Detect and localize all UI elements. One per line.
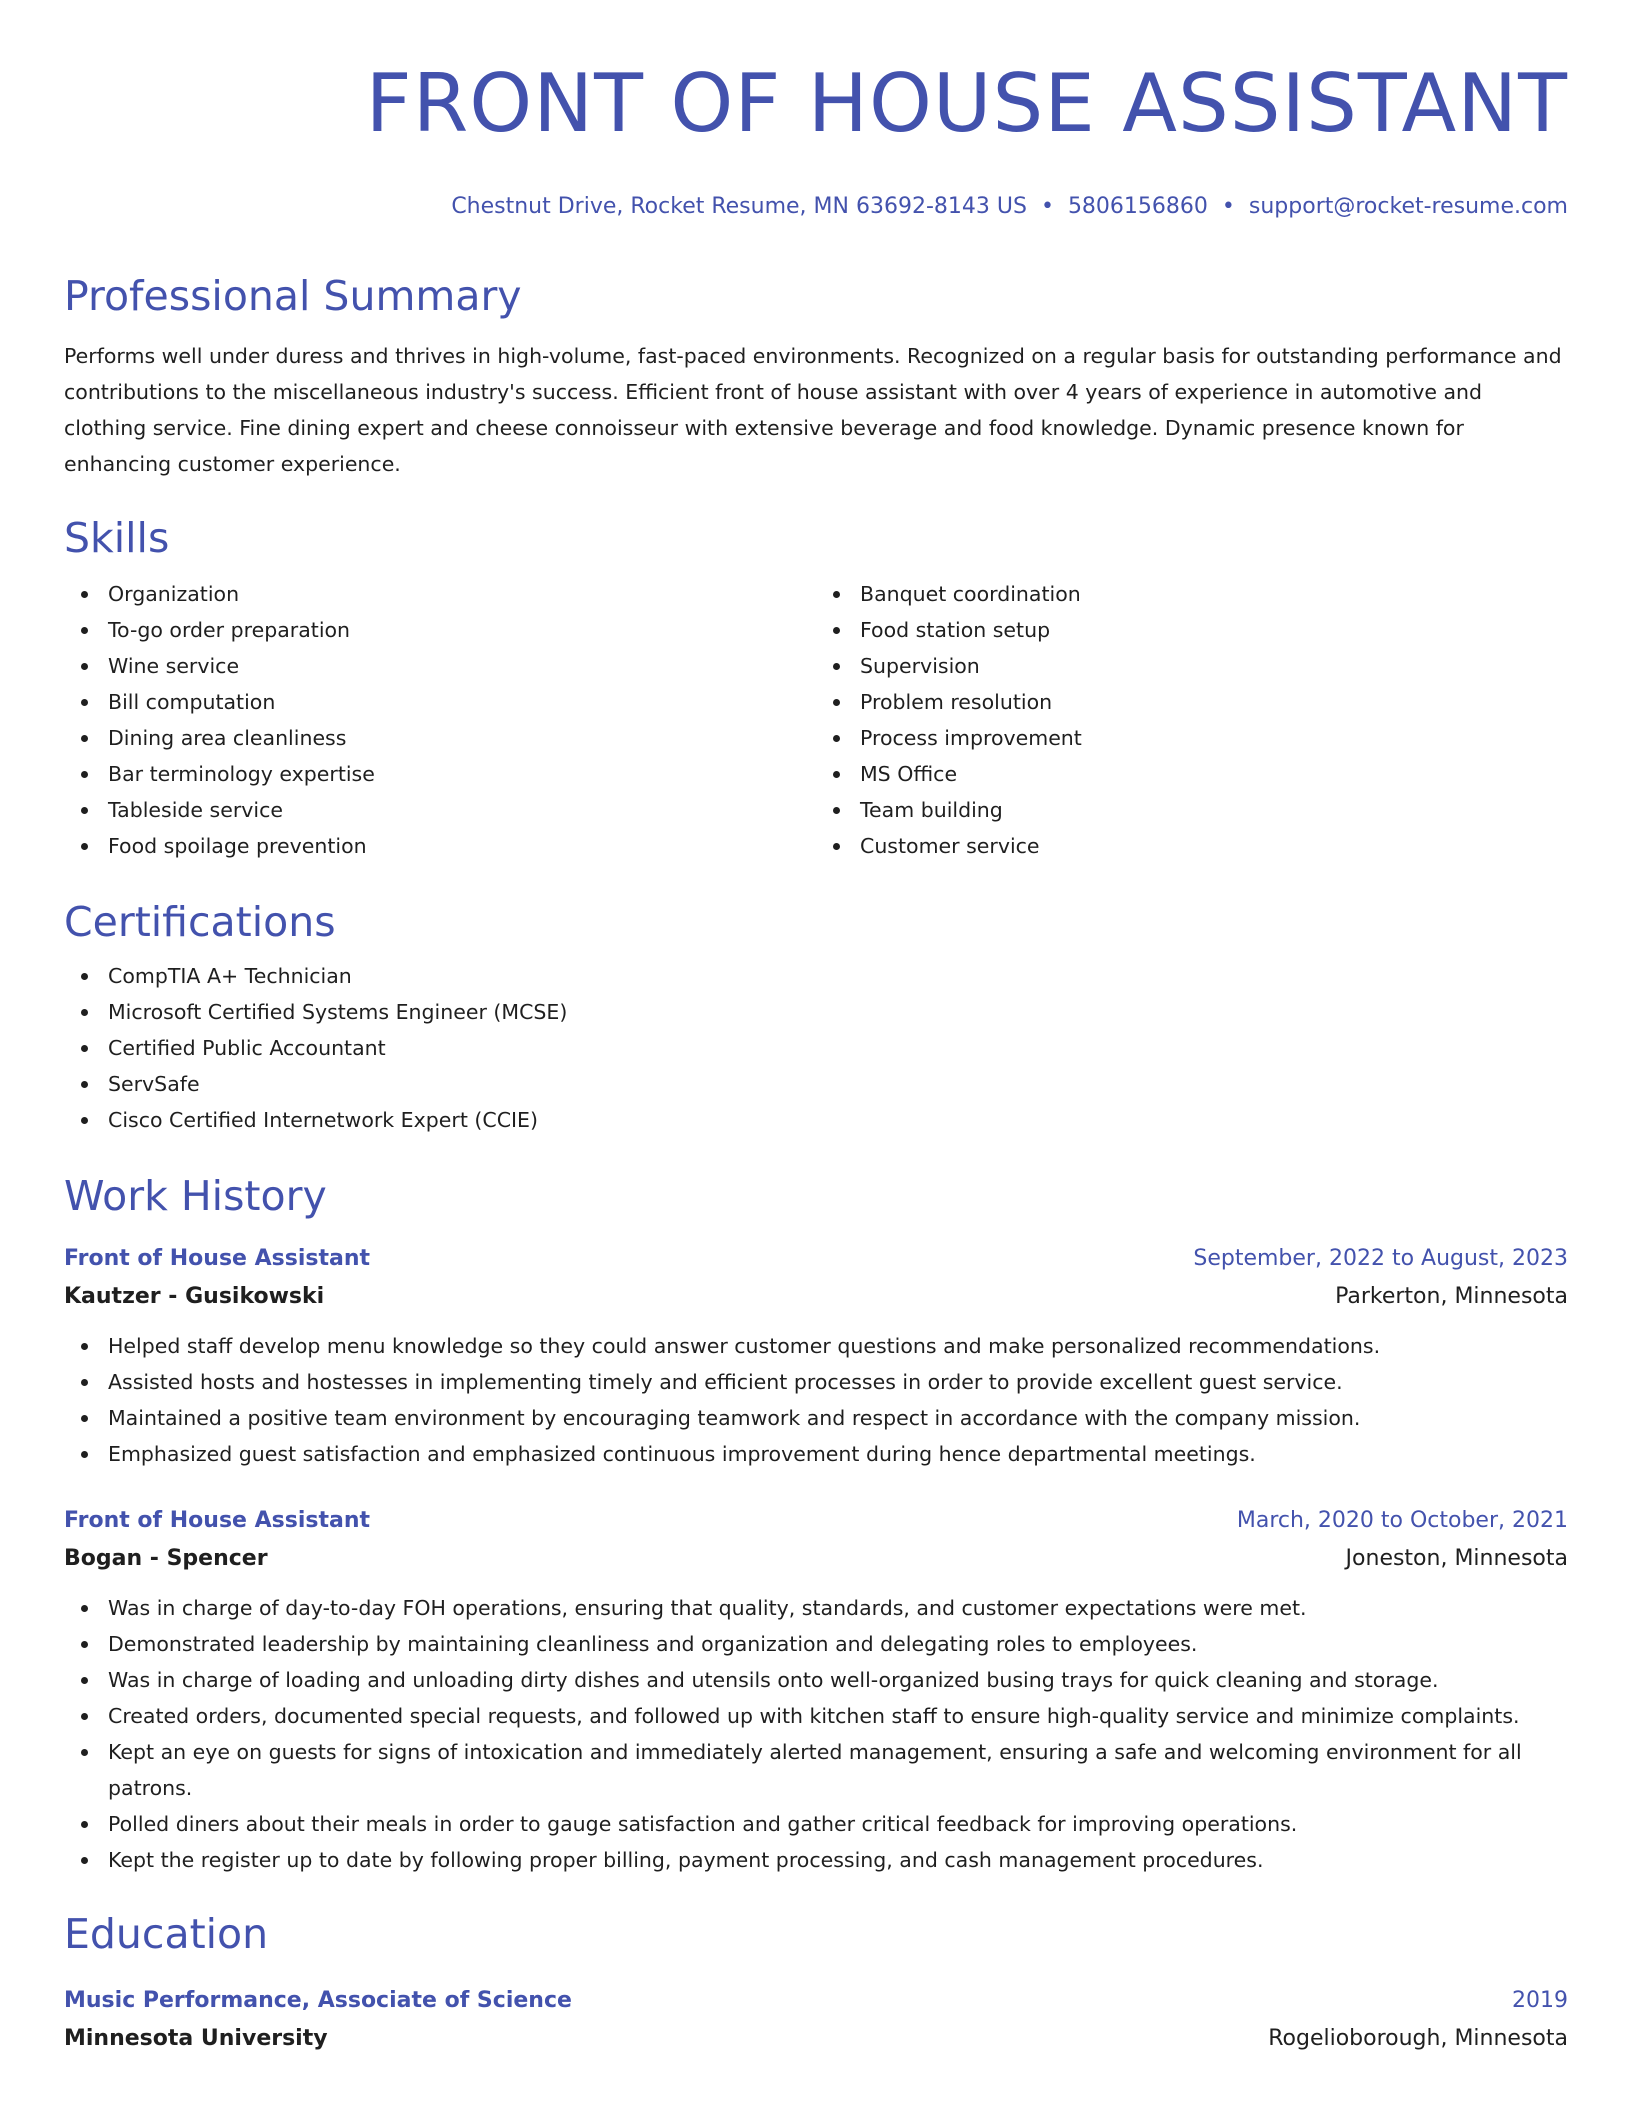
skill-item: Supervision [860, 648, 1568, 684]
job-company: Kautzer - Gusikowski [64, 1284, 325, 1309]
contact-email: support@rocket-resume.com [1248, 194, 1568, 219]
job-dates: September, 2022 to August, 2023 [1193, 1246, 1568, 1271]
job-location: Joneston, Minnesota [1345, 1546, 1568, 1571]
job-entry [64, 1244, 1568, 1472]
job-bullet: Emphasized guest satisfaction and emphasized continuous improvement during hence departmental meetings. [108, 1436, 1568, 1472]
job-bullets [64, 1590, 1568, 1878]
candidate-name: FRONT OF HOUSE ASSISTANT [365, 57, 1568, 150]
certification-item: Certified Public Accountant [108, 1030, 1568, 1066]
job-entry [64, 1506, 1568, 1878]
certification-item: Cisco Certified Internetwork Expert (CCIE) [108, 1102, 1568, 1138]
skill-item: Food spoilage prevention [108, 828, 816, 864]
education-heading: Education [64, 1910, 269, 1958]
summary-text: Performs well under duress and thrives in high-volume, fast-paced environments. Recognized on a regular basis for outstanding performance and contributions to the miscellaneous industry's success. Efficient front of house assistant with over 4 years of experience in automotive and clothing service. Fine dining expert and cheese connoisseur with extensive beverage and food knowledge. Dynamic presence known for enhancing customer experience. [64, 344, 1562, 476]
job-title: Front of House Assistant [64, 1246, 371, 1271]
skill-item: MS Office [860, 756, 1568, 792]
job-bullet: Created orders, documented special requests, and followed up with kitchen staff to ensure high-quality service and minimize complaints. [108, 1698, 1568, 1734]
job-location: Parkerton, Minnesota [1335, 1284, 1568, 1309]
certifications-list [64, 958, 1568, 1138]
job-bullet: Was in charge of loading and unloading dirty dishes and utensils onto well-organized busing trays for quick cleaning and storage. [108, 1662, 1568, 1698]
summary-heading: Professional Summary [64, 272, 522, 320]
skill-item: Organization [108, 576, 816, 612]
job-bullet: Was in charge of day-to-day FOH operations, ensuring that quality, standards, and customer expectations were met. [108, 1590, 1568, 1626]
contact-address: Chestnut Drive, Rocket Resume, MN 63692-8143 US [451, 194, 1027, 219]
job-bullet: Helped staff develop menu knowledge so they could answer customer questions and make personalized recommendations. [108, 1328, 1568, 1364]
certification-item: Microsoft Certified Systems Engineer (MCSE) [108, 994, 1568, 1030]
skill-item: Banquet coordination [860, 576, 1568, 612]
job-bullet: Polled diners about their meals in order to gauge satisfaction and gather critical feedback for improving operations. [108, 1806, 1568, 1842]
job-dates: March, 2020 to October, 2021 [1236, 1508, 1568, 1533]
skills-list-left [64, 576, 816, 864]
skills-columns [64, 576, 1568, 864]
job-bullet: Assisted hosts and hostesses in implementing timely and efficient processes in order to provide excellent guest service. [108, 1364, 1568, 1400]
job-bullet: Kept an eye on guests for signs of intoxication and immediately alerted management, ensuring a safe and welcoming environment for all patrons. [108, 1734, 1568, 1806]
skill-item: Process improvement [860, 720, 1568, 756]
job-bullet: Kept the register up to date by following proper billing, payment processing, and cash management procedures. [108, 1842, 1568, 1878]
skill-item: Wine service [108, 648, 816, 684]
skill-item: Tableside service [108, 792, 816, 828]
certification-item: CompTIA A+ Technician [108, 958, 1568, 994]
skill-item: Problem resolution [860, 684, 1568, 720]
certifications-heading: Certifications [64, 898, 336, 946]
skill-item: Food station setup [860, 612, 1568, 648]
skills-heading: Skills [64, 514, 170, 562]
education-school: Minnesota University [64, 2026, 328, 2051]
skills-list-right [816, 576, 1568, 864]
education-year: 2019 [1512, 1988, 1568, 2013]
job-bullets [64, 1328, 1568, 1472]
job-bullet: Demonstrated leadership by maintaining cleanliness and organization and delegating roles to employees. [108, 1626, 1568, 1662]
work-history-heading: Work History [64, 1172, 327, 1220]
job-title: Front of House Assistant [64, 1508, 371, 1533]
contact-line [64, 192, 1568, 222]
job-company: Bogan - Spencer [64, 1546, 268, 1571]
skill-item: Bar terminology expertise [108, 756, 816, 792]
contact-separator: • [1040, 194, 1054, 219]
education-location: Rogelioborough, Minnesota [1268, 2026, 1568, 2051]
skill-item: Customer service [860, 828, 1568, 864]
contact-separator: • [1221, 194, 1235, 219]
skill-item: Dining area cleanliness [108, 720, 816, 756]
skill-item: Team building [860, 792, 1568, 828]
skill-item: To-go order preparation [108, 612, 816, 648]
job-bullet: Maintained a positive team environment by encouraging teamwork and respect in accordance with the company mission. [108, 1400, 1568, 1436]
certification-item: ServSafe [108, 1066, 1568, 1102]
contact-phone: 5806156860 [1067, 194, 1208, 219]
skill-item: Bill computation [108, 684, 816, 720]
education-degree: Music Performance, Associate of Science [64, 1988, 572, 2013]
